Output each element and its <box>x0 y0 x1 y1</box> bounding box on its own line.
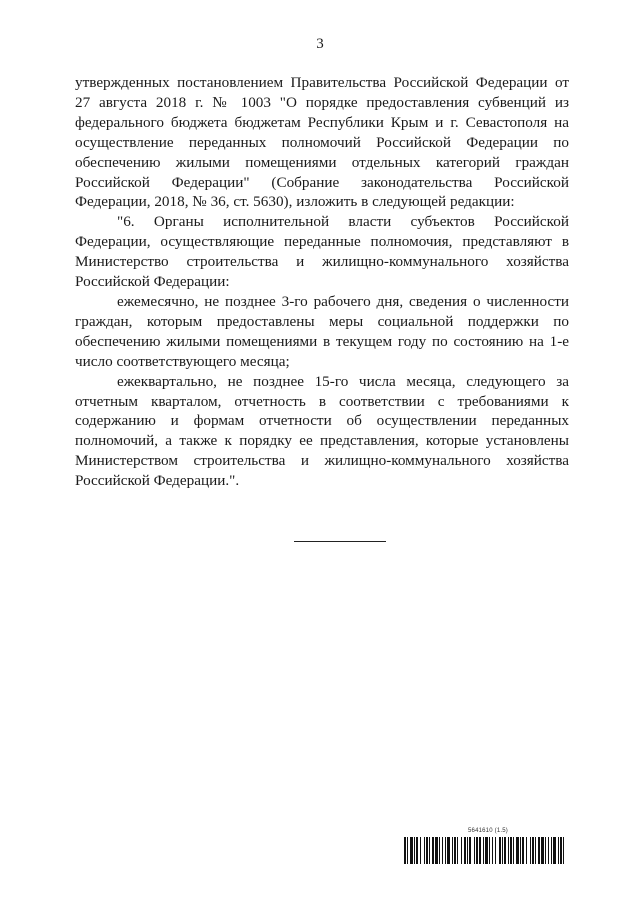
page-number: 3 <box>316 36 324 52</box>
paragraph-monthly: ежемесячно, не позднее 3-го рабочего дня, сведения о численности граждан, которым предоставлены меры социальной поддержки по обеспечению жилыми помещениями в текущем году по состоянию на 1-е число соответствующего месяца; <box>75 292 569 370</box>
barcode-image <box>404 837 566 864</box>
paragraph-intro: утвержденных постановлением Правительства Российской Федерации от 27 августа 2018 г. № 1003 "О порядке предоставления субвенций из федерального бюджета бюджетам Республики Крым и г. Севастополя на осуществление переданных полномочий Российской Федерации по обеспечению жилыми помещениями отдельных категорий граждан Российской Федерации" (Собрание законодательства Российской Федерации, 2018, № 36, ст. 5630), изложить в следующей редакции: <box>75 74 569 211</box>
paragraph-item-6: "6. Органы исполнительной власти субъектов Российской Федерации, осуществляющие переданные полномочия, представляют в Министерство строительства и жилищно-коммунального хозяйства Российской Федерации: <box>75 213 569 291</box>
end-separator-line <box>294 541 386 542</box>
barcode-caption: 5641610 (1.5) <box>468 828 508 834</box>
document-body <box>75 73 569 491</box>
paragraph-quarterly: ежеквартально, не позднее 15-го числа месяца, следующего за отчетным кварталом, отчетность в соответствии с требованиями к содержанию и формам отчетности об осуществлении переданных полномочий, а также к порядку ее представления, которые установлены Министерством строительства и жилищно-коммунального хозяйства Российской Федерации.". <box>75 372 569 490</box>
barcode-block <box>404 828 566 870</box>
